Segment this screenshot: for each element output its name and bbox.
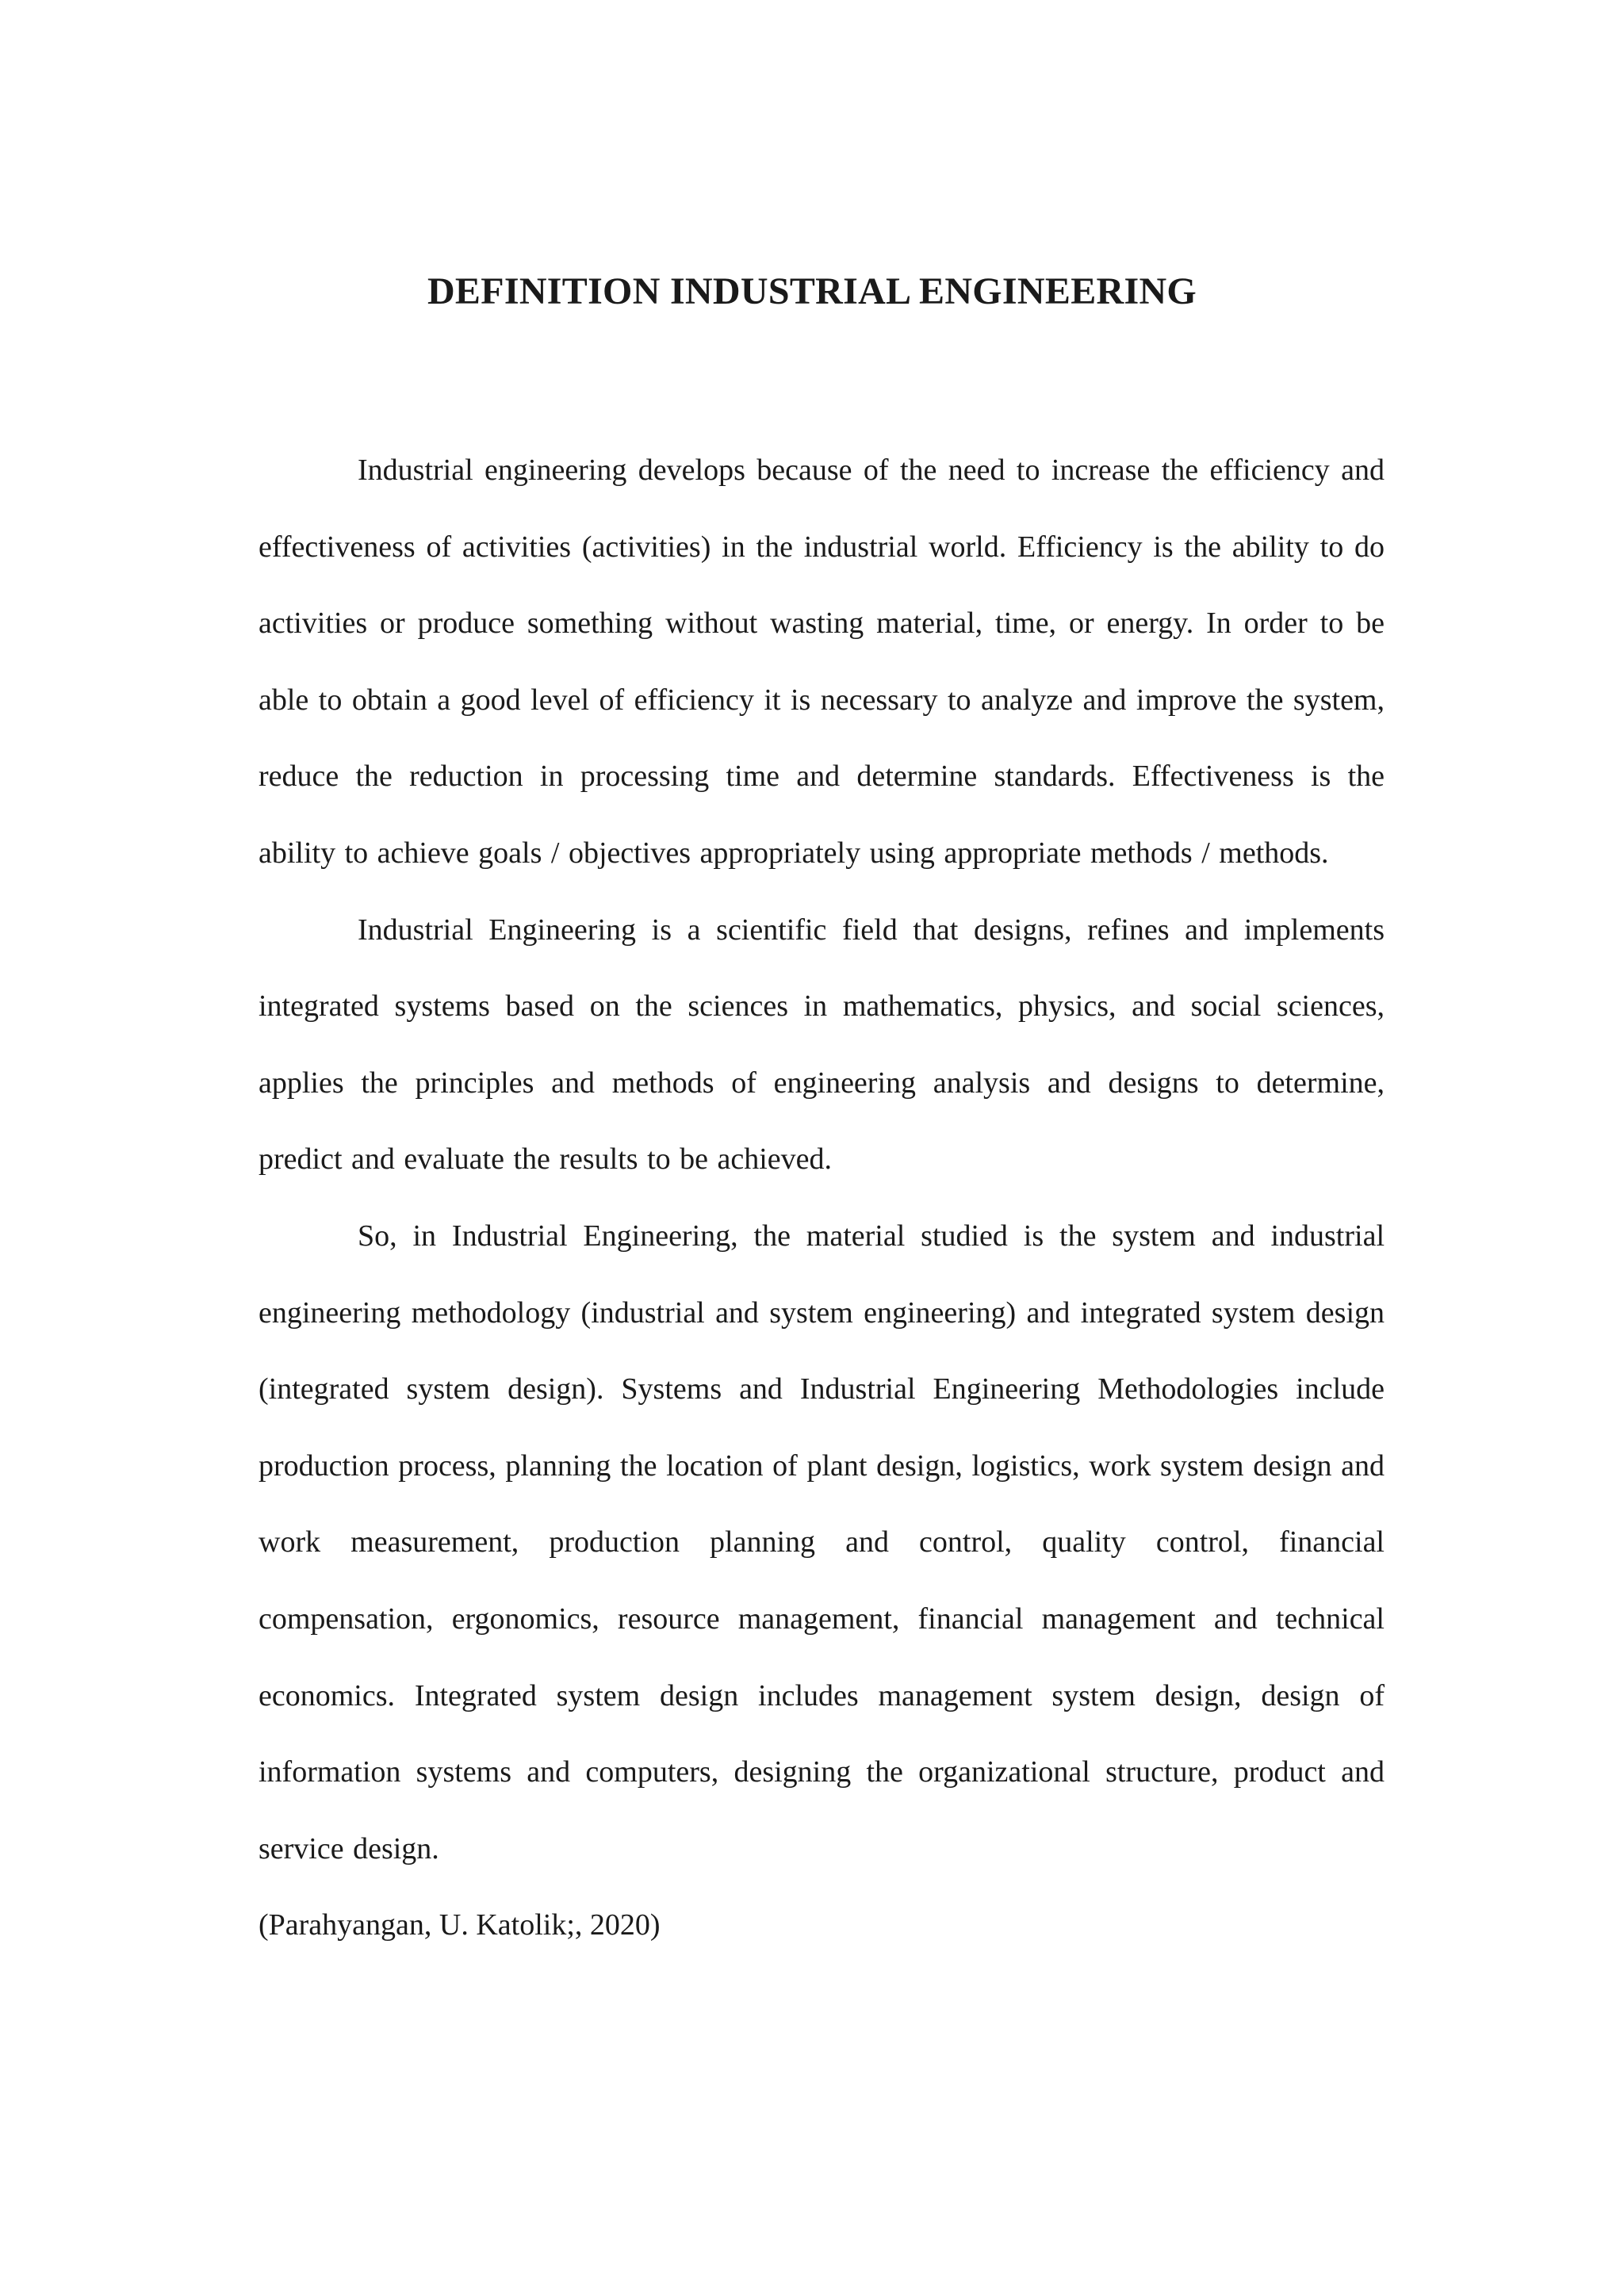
paragraph-definition: Industrial Engineering is a scientific field that designs, refines and implements integrated systems based on the sciences in mathematics, physics, and social sciences, applies the principles and methods of engineering analysis and designs to determine, predict and evaluate the results to be achieved. — [259, 913, 1385, 1177]
citation: (Parahyangan, U. Katolik;, 2020) — [259, 1908, 661, 1942]
paragraph-scope: So, in Industrial Engineering, the material studied is the system and industrial engineering methodology (industrial and system engineering) and integrated system design (integrated system design). Systems and Industrial Engineering Methodologies include production process, planning the location of plant design, logistics, work system design and work measurement, production planning and control, quality control, financial compensation, ergonomics, resource management, financial management and technical economics. Integrated system design includes management system design, design of information systems and computers, designing the organizational structure, product and service design. — [259, 1219, 1385, 1866]
document-title: DEFINITION INDUSTRIAL ENGINEERING — [427, 270, 1197, 312]
document-body — [259, 432, 1385, 1964]
paragraph-efficiency: Industrial engineering develops because of the need to increase the efficiency and effectiveness of activities (activities) in the industrial world. Efficiency is the ability to do activities or produce something without wasting material, time, or energy. In order to be able to obtain a good level of efficiency it is necessary to analyze and improve the system, reduce the reduction in processing time and determine standards. Effectiveness is the ability to achieve goals / objectives appropriately using appropriate methods / methods. — [259, 453, 1385, 870]
